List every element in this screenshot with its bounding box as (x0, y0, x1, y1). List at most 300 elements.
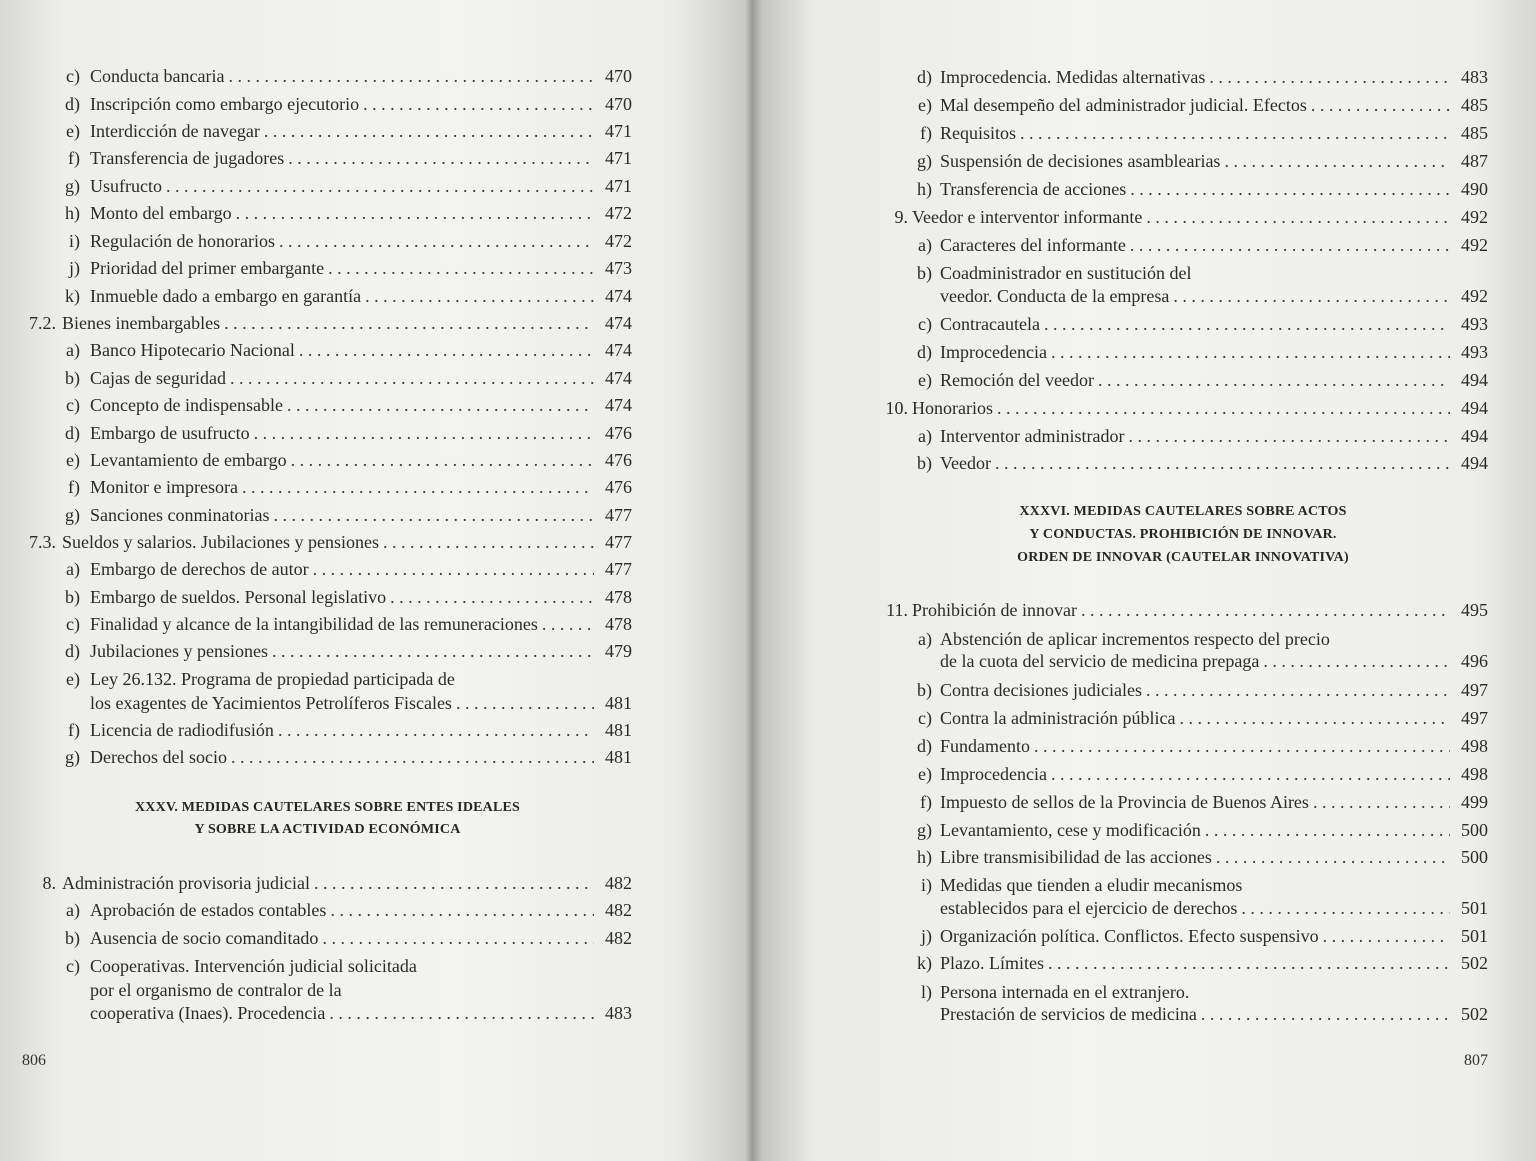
entry-title: Sueldos y salarios. Jubilaciones y pensiones (62, 532, 379, 552)
entry-title: Prohibición de innovar (912, 600, 1077, 620)
page-number: 807 (1464, 1052, 1488, 1069)
entry-title: Honorarios (912, 398, 993, 418)
entry-number: g) (65, 747, 80, 767)
entry-page-number: 500 (1461, 820, 1488, 840)
entry-number: d) (65, 94, 80, 114)
entry-title: Fundamento (940, 736, 1030, 756)
toc-entry (892, 369, 1488, 391)
section-heading: Y CONDUCTAS. PROHIBICIÓN DE INNOVAR. (1029, 527, 1337, 542)
entry-number: 9. (894, 207, 908, 227)
entry-number: b) (65, 928, 80, 948)
entry-page-number: 470 (605, 66, 632, 86)
dot-leader (1179, 707, 1450, 729)
entry-number: f) (68, 148, 80, 168)
entry-page-number: 471 (605, 148, 632, 168)
entry-page-number: 482 (605, 873, 632, 893)
entry-page-number: 479 (605, 641, 632, 661)
entry-number: b) (65, 368, 80, 388)
toc-entry (40, 339, 632, 361)
entry-page-number: 501 (1461, 898, 1488, 918)
entry-number: f) (920, 792, 932, 812)
toc-entry (868, 599, 1488, 621)
entry-title: Persona internada en el extranjero. (940, 982, 1190, 1002)
entry-title: Monto del embargo (90, 203, 232, 223)
dot-leader (288, 147, 594, 169)
dot-leader (273, 504, 594, 526)
toc-entry (892, 846, 1488, 868)
dot-leader (1130, 178, 1450, 200)
entry-number: d) (917, 342, 932, 362)
dot-leader (1173, 285, 1450, 307)
entry-page-number: 472 (605, 231, 632, 251)
entry-title: Cajas de seguridad (90, 368, 226, 388)
dot-leader (1034, 735, 1450, 757)
entry-title: Impuesto de sellos de la Provincia de Buenos Aires (940, 792, 1309, 812)
entry-page-number: 493 (1461, 342, 1488, 362)
entry-title: Caracteres del informante (940, 235, 1126, 255)
toc-entry (40, 586, 632, 608)
entry-title: Usufructo (90, 176, 162, 196)
entry-number: c) (918, 314, 932, 334)
toc-entry (892, 425, 1488, 447)
dot-leader (328, 257, 594, 279)
entry-number: g) (917, 820, 932, 840)
dot-leader (1323, 925, 1450, 947)
entry-title: Abstención de aplicar incrementos respecto del precio (940, 629, 1330, 649)
entry-number: e) (66, 450, 80, 470)
entry-title: Improcedencia (940, 342, 1047, 362)
entry-page-number: 481 (605, 747, 632, 767)
entry-number: e) (918, 764, 932, 784)
entry-number: 10. (885, 398, 908, 418)
dot-leader (1020, 122, 1450, 144)
entry-page-number: 477 (605, 532, 632, 552)
dot-leader (231, 746, 594, 768)
entry-page-number: 497 (1461, 708, 1488, 728)
entry-number: d) (65, 423, 80, 443)
dot-leader (1241, 897, 1450, 919)
dot-leader (1128, 425, 1450, 447)
entry-page-number: 474 (605, 313, 632, 333)
entry-number: b) (65, 587, 80, 607)
dot-leader (330, 899, 594, 921)
toc-entry (40, 504, 632, 526)
dot-leader (995, 452, 1450, 474)
entry-number: 11. (886, 600, 908, 620)
toc-entry (892, 874, 1488, 896)
dot-leader (1263, 650, 1450, 672)
toc-entry (40, 120, 632, 142)
entry-title: Derechos del socio (90, 747, 227, 767)
entry-title: Interdicción de navegar (90, 121, 260, 141)
dot-leader (254, 422, 594, 444)
entry-page-number: 476 (605, 423, 632, 443)
entry-page-number: 476 (605, 477, 632, 497)
dot-leader (1313, 791, 1450, 813)
entry-page-number: 472 (605, 203, 632, 223)
toc-entry (892, 650, 1488, 672)
entry-page-number: 501 (1461, 926, 1488, 946)
dot-leader (166, 175, 594, 197)
dot-leader (1311, 94, 1450, 116)
entry-title: Finalidad y alcance de la intangibilidad de las remuneraciones (90, 614, 538, 634)
entry-page-number: 497 (1461, 680, 1488, 700)
toc-entry (892, 735, 1488, 757)
dot-leader (322, 927, 594, 949)
dot-leader (1224, 150, 1450, 172)
entry-title: Aprobación de estados contables (90, 900, 327, 920)
entry-page-number: 492 (1461, 207, 1488, 227)
entry-page-number: 492 (1461, 235, 1488, 255)
entry-page-number: 485 (1461, 123, 1488, 143)
dot-leader (236, 202, 594, 224)
dot-leader (1205, 819, 1450, 841)
entry-number: i) (69, 231, 80, 251)
entry-title: Prestación de servicios de medicina (940, 1004, 1197, 1024)
entry-number: f) (68, 477, 80, 497)
entry-title: Requisitos (940, 123, 1017, 143)
entry-title: Levantamiento, cese y modificación (940, 820, 1201, 840)
toc-entry (40, 202, 632, 224)
entry-title: Transferencia de jugadores (90, 148, 285, 168)
entry-number: a) (66, 559, 80, 579)
entry-number: k) (65, 286, 80, 306)
toc-entry (40, 613, 632, 635)
toc-entry (40, 955, 632, 977)
dot-leader (542, 613, 594, 635)
entry-title: Regulación de honorarios (90, 231, 275, 251)
section-heading: XXXVI. MEDIDAS CAUTELARES SOBRE ACTOS (1019, 504, 1347, 519)
entry-page-number: 502 (1461, 953, 1488, 973)
entry-number: e) (66, 669, 80, 689)
entry-title: Contracautela (940, 314, 1040, 334)
dot-leader (1098, 369, 1450, 391)
right-page (768, 0, 1536, 1161)
left-page (0, 0, 745, 1161)
entry-title: Contra decisiones judiciales (940, 680, 1142, 700)
dot-leader (313, 558, 594, 580)
page-number: 806 (22, 1052, 46, 1069)
toc-entry (40, 65, 632, 87)
entry-title: por el organismo de contralor de la (90, 980, 342, 1000)
toc-entry (892, 981, 1488, 1003)
toc-entry (892, 763, 1488, 785)
entry-title: Administración provisoria judicial (62, 873, 310, 893)
entry-page-number: 476 (605, 450, 632, 470)
toc-entry (40, 394, 632, 416)
toc-entry (892, 1003, 1488, 1025)
dot-leader (314, 872, 594, 894)
dot-leader (1146, 679, 1450, 701)
toc-entry (892, 925, 1488, 947)
toc-entry (40, 719, 632, 741)
toc-entry (40, 668, 632, 690)
dot-leader (264, 120, 594, 142)
entry-number: f) (68, 720, 80, 740)
dot-leader (383, 531, 594, 553)
toc-entry (40, 175, 632, 197)
entry-title: Licencia de radiodifusión (90, 720, 274, 740)
dot-leader (279, 230, 594, 252)
toc-entry (40, 285, 632, 307)
entry-page-number: 496 (1461, 651, 1488, 671)
dot-leader (287, 394, 594, 416)
toc-entry (40, 899, 632, 921)
toc-entry (892, 819, 1488, 841)
entry-number: f) (920, 123, 932, 143)
entry-title: Conducta bancaria (90, 66, 225, 86)
entry-title: Concepto de indispensable (90, 395, 283, 415)
entry-title: Banco Hipotecario Nacional (90, 340, 295, 360)
entry-number: c) (66, 614, 80, 634)
dot-leader (224, 312, 594, 334)
toc-entry (892, 679, 1488, 701)
entry-page-number: 478 (605, 614, 632, 634)
entry-page-number: 494 (1461, 370, 1488, 390)
entry-number: h) (65, 203, 80, 223)
dot-leader (329, 1002, 594, 1024)
entry-page-number: 470 (605, 94, 632, 114)
dot-leader (363, 93, 594, 115)
entry-number: i) (921, 875, 932, 895)
dot-leader (997, 397, 1450, 419)
entry-number: j) (921, 926, 932, 946)
toc-entry (40, 558, 632, 580)
toc-entry (40, 449, 632, 471)
entry-title: Prioridad del primer embargante (90, 258, 325, 278)
entry-number: g) (917, 151, 932, 171)
entry-page-number: 493 (1461, 314, 1488, 334)
entry-title: establecidos para el ejercicio de derechos (940, 898, 1238, 918)
entry-page-number: 482 (605, 900, 632, 920)
toc-entry (16, 312, 632, 334)
entry-title: Improcedencia. Medidas alternativas (940, 67, 1206, 87)
entry-number: d) (917, 736, 932, 756)
section-heading: ORDEN DE INNOVAR (CAUTELAR INNOVATIVA) (1017, 550, 1349, 565)
toc-entry (892, 897, 1488, 919)
entry-page-number: 495 (1461, 600, 1488, 620)
entry-page-number: 474 (605, 286, 632, 306)
entry-page-number: 474 (605, 395, 632, 415)
toc-entry (868, 206, 1488, 228)
entry-number: a) (66, 900, 80, 920)
entry-page-number: 498 (1461, 736, 1488, 756)
section-heading: Y SOBRE LA ACTIVIDAD ECONÓMICA (194, 822, 461, 837)
entry-number: c) (66, 956, 80, 976)
toc-entry (40, 1002, 632, 1024)
entry-title: Bienes inembargables (62, 313, 221, 333)
entry-title: Improcedencia (940, 764, 1047, 784)
entry-title: Monitor e impresora (90, 477, 238, 497)
entry-title: Suspensión de decisiones asamblearias (940, 151, 1221, 171)
dot-leader (1130, 234, 1450, 256)
toc-entry (40, 476, 632, 498)
entry-title: Sanciones conminatorias (90, 505, 270, 525)
entry-title: Coadministrador en sustitución del (940, 263, 1192, 283)
entry-page-number: 481 (605, 720, 632, 740)
toc-entry (16, 531, 632, 553)
entry-page-number: 499 (1461, 792, 1488, 812)
toc-entry (892, 94, 1488, 116)
entry-page-number: 487 (1461, 151, 1488, 171)
entry-number: a) (918, 426, 932, 446)
dot-leader (456, 692, 594, 714)
dot-leader (1051, 763, 1450, 785)
entry-number: 8. (42, 873, 56, 893)
entry-title: Contra la administración pública (940, 708, 1176, 728)
dot-leader (291, 449, 594, 471)
toc-entry (40, 746, 632, 768)
entry-number: b) (917, 263, 932, 283)
entry-number: j) (69, 258, 80, 278)
entry-title: Ley 26.132. Programa de propiedad participada de (90, 669, 455, 689)
entry-page-number: 477 (605, 559, 632, 579)
entry-page-number: 494 (1461, 398, 1488, 418)
entry-title: Levantamiento de embargo (90, 450, 287, 470)
entry-page-number: 483 (1461, 67, 1488, 87)
entry-title: Mal desempeño del administrador judicial. Efectos (940, 95, 1307, 115)
toc-entry (892, 452, 1488, 474)
entry-number: b) (917, 453, 932, 473)
entry-page-number: 500 (1461, 847, 1488, 867)
entry-page-number: 474 (605, 368, 632, 388)
entry-number: l) (921, 982, 932, 1002)
entry-title: de la cuota del servicio de medicina prepaga (940, 651, 1260, 671)
entry-title: Cooperativas. Intervención judicial solicitada (90, 956, 417, 976)
entry-page-number: 502 (1461, 1004, 1488, 1024)
entry-number: g) (65, 505, 80, 525)
dot-leader (1044, 313, 1450, 335)
entry-number: 7.2. (29, 313, 56, 333)
entry-number: 7.3. (29, 532, 56, 552)
entry-page-number: 483 (605, 1003, 632, 1023)
toc-entry (40, 230, 632, 252)
toc-entry (40, 979, 632, 1001)
toc-entry (892, 707, 1488, 729)
entry-number: d) (65, 641, 80, 661)
entry-title: los exagentes de Yacimientos Petrolíferos Fiscales (90, 693, 452, 713)
entry-page-number: 494 (1461, 453, 1488, 473)
entry-page-number: 498 (1461, 764, 1488, 784)
entry-page-number: 492 (1461, 286, 1488, 306)
dot-leader (1209, 66, 1450, 88)
dot-leader (1201, 1003, 1450, 1025)
entry-number: h) (917, 847, 932, 867)
toc-entry (40, 367, 632, 389)
entry-title: Inscripción como embargo ejecutorio (90, 94, 360, 114)
entry-page-number: 471 (605, 121, 632, 141)
toc-entry (892, 150, 1488, 172)
toc-entry (40, 692, 632, 714)
toc-entry (892, 791, 1488, 813)
entry-page-number: 478 (605, 587, 632, 607)
dot-leader (299, 339, 594, 361)
entry-page-number: 471 (605, 176, 632, 196)
section-heading: XXXV. MEDIDAS CAUTELARES SOBRE ENTES IDEALES (134, 800, 521, 815)
toc-entry (40, 422, 632, 444)
entry-number: e) (66, 121, 80, 141)
toc-entry (40, 257, 632, 279)
entry-page-number: 473 (605, 258, 632, 278)
dot-leader (230, 367, 594, 389)
dot-leader (1216, 846, 1450, 868)
entry-title: Veedor e interventor informante (912, 207, 1143, 227)
toc-entry (40, 93, 632, 115)
dot-leader (365, 285, 594, 307)
entry-title: Medidas que tienden a eludir mecanismos (940, 875, 1243, 895)
entry-page-number: 474 (605, 340, 632, 360)
entry-number: d) (917, 67, 932, 87)
entry-title: Embargo de sueldos. Personal legislativo (90, 587, 387, 607)
entry-number: e) (918, 370, 932, 390)
entry-page-number: 482 (605, 928, 632, 948)
dot-leader (228, 65, 594, 87)
entry-number: a) (66, 340, 80, 360)
entry-page-number: 477 (605, 505, 632, 525)
entry-number: g) (65, 176, 80, 196)
toc-entry (892, 178, 1488, 200)
entry-number: b) (917, 680, 932, 700)
toc-entry (892, 313, 1488, 335)
entry-title: Ausencia de socio comanditado (90, 928, 319, 948)
toc-entry (40, 640, 632, 662)
dot-leader (390, 586, 594, 608)
entry-number: c) (918, 708, 932, 728)
toc-entry (892, 262, 1488, 284)
entry-page-number: 485 (1461, 95, 1488, 115)
dot-leader (272, 640, 594, 662)
toc-entry (40, 147, 632, 169)
entry-title: Veedor (940, 453, 991, 473)
entry-number: a) (918, 235, 932, 255)
toc-entry (892, 341, 1488, 363)
toc-entry (892, 122, 1488, 144)
entry-page-number: 490 (1461, 179, 1488, 199)
dot-leader (1146, 206, 1450, 228)
toc-entry (892, 234, 1488, 256)
entry-number: e) (918, 95, 932, 115)
entry-number: a) (918, 629, 932, 649)
entry-number: k) (917, 953, 932, 973)
dot-leader (278, 719, 594, 741)
toc-entry (892, 628, 1488, 650)
entry-page-number: 494 (1461, 426, 1488, 446)
entry-title: Jubilaciones y pensiones (90, 641, 268, 661)
toc-entry (892, 285, 1488, 307)
entry-title: Interventor administrador (940, 426, 1125, 446)
dot-leader (1081, 599, 1450, 621)
dot-leader (1051, 341, 1450, 363)
toc-entry (16, 872, 632, 894)
entry-number: h) (917, 179, 932, 199)
entry-title: Embargo de usufructo (90, 423, 250, 443)
entry-title: Plazo. Límites (940, 953, 1044, 973)
entry-title: Libre transmisibilidad de las acciones (940, 847, 1212, 867)
toc-entry (892, 952, 1488, 974)
entry-title: Organización política. Conflictos. Efecto suspensivo (940, 926, 1319, 946)
entry-title: Transferencia de acciones (940, 179, 1127, 199)
toc-entry (868, 397, 1488, 419)
dot-leader (1048, 952, 1450, 974)
entry-title: cooperativa (Inaes). Procedencia (90, 1003, 326, 1023)
toc-entry (40, 927, 632, 949)
dot-leader (242, 476, 594, 498)
entry-title: Embargo de derechos de autor (90, 559, 309, 579)
toc-entry (892, 66, 1488, 88)
entry-number: c) (66, 66, 80, 86)
entry-title: Remoción del veedor (940, 370, 1094, 390)
entry-title: veedor. Conducta de la empresa (940, 286, 1170, 306)
